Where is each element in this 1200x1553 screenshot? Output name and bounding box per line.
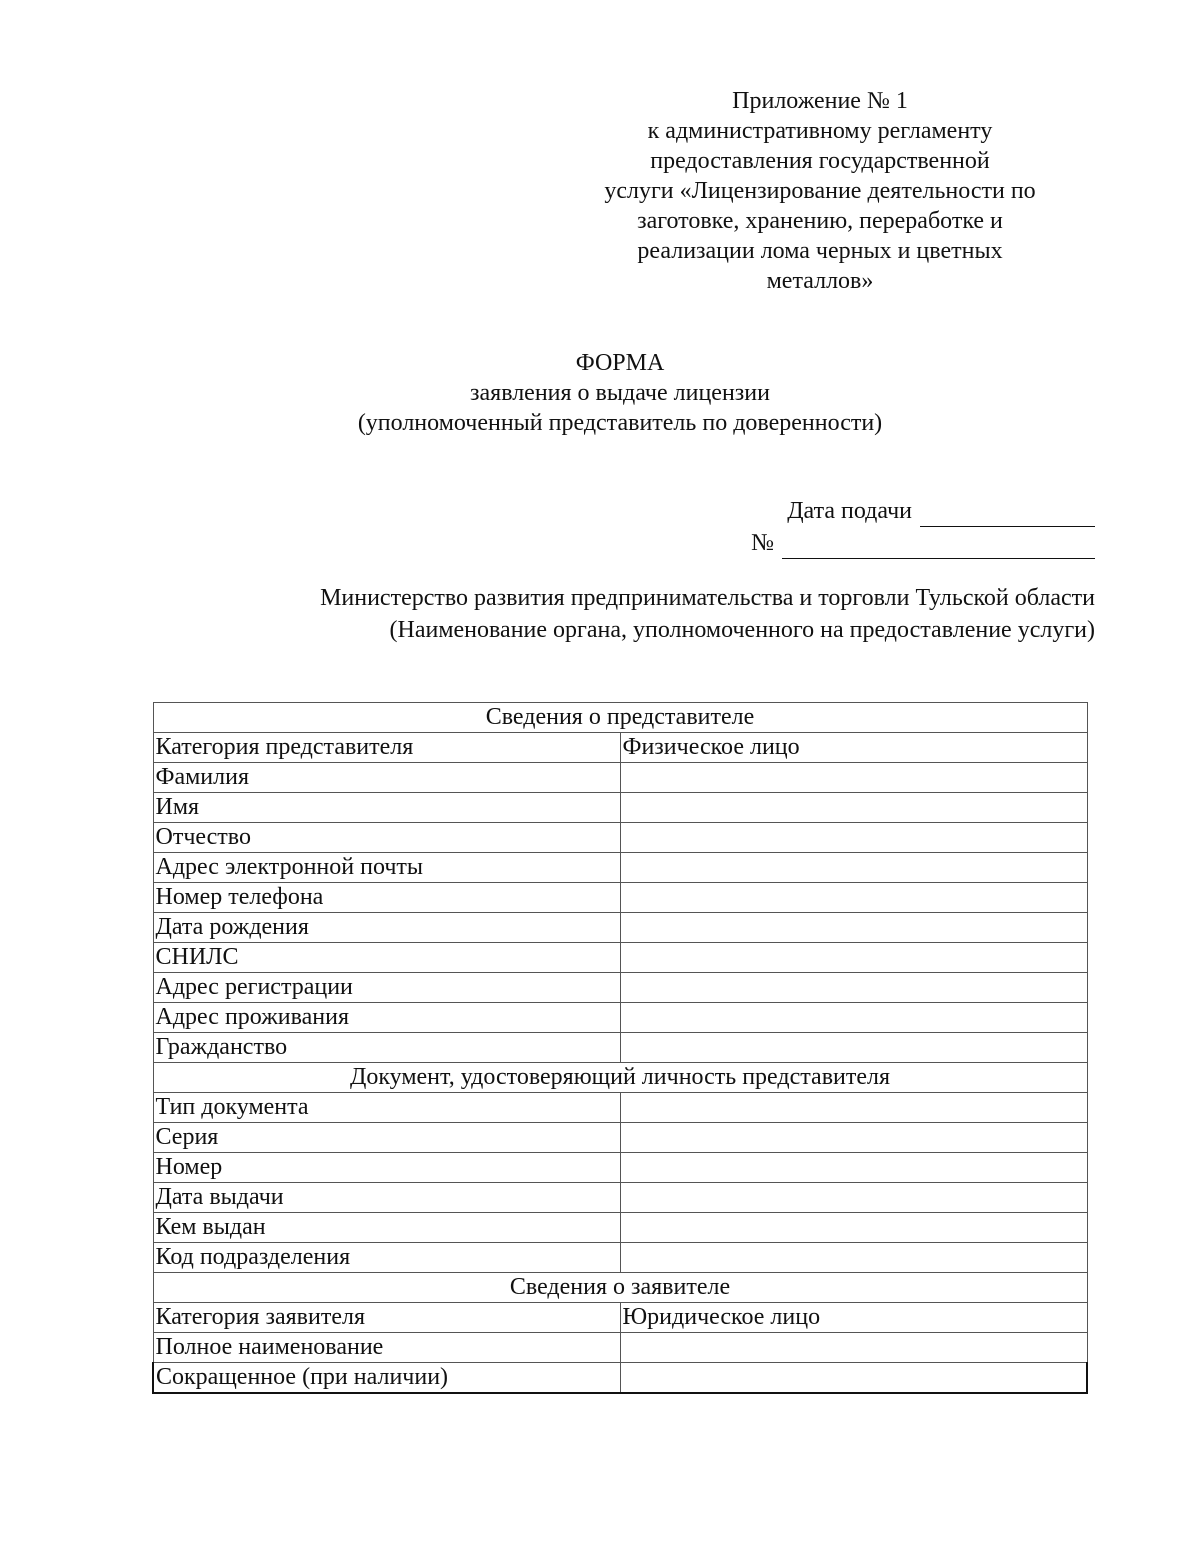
field-label: Адрес регистрации [153,973,620,1003]
applicant-section-title: Сведения о заявителе [153,1273,1087,1303]
appendix-line: к административному регламенту [647,118,993,144]
form-note: (уполномоченный представитель по доверенности) [357,410,883,436]
table-row [153,1183,1087,1213]
table-row [153,1363,1087,1394]
field-value[interactable] [620,943,1087,973]
table-row [153,733,1087,763]
field-value[interactable] [620,883,1087,913]
field-label: Сокращенное (при наличии) [153,1363,620,1394]
section-row [153,1273,1087,1303]
table-row [153,1153,1087,1183]
submission-number-row [700,527,1095,559]
authority-block [120,582,1095,646]
id-document-section-title: Документ, удостоверяющий личность представителя [153,1063,1087,1093]
field-label: Тип документа [153,1093,620,1123]
appendix-line: заготовке, хранению, переработке и [637,208,1003,234]
table-row [153,1303,1087,1333]
field-value[interactable] [620,1093,1087,1123]
table-row [153,943,1087,973]
appendix-line: услуги «Лицензирование деятельности по [604,178,1036,204]
table-row [153,1243,1087,1273]
form-subtitle: заявления о выдаче лицензии [470,380,770,406]
table-row [153,1093,1087,1123]
table-row [153,1033,1087,1063]
submission-date-field[interactable] [920,504,1095,527]
field-label: Кем выдан [153,1213,620,1243]
field-value[interactable] [620,1003,1087,1033]
field-label: Фамилия [153,763,620,793]
field-value[interactable] [620,1153,1087,1183]
field-value[interactable] [620,1243,1087,1273]
table-row [153,1003,1087,1033]
field-value[interactable] [620,973,1087,1003]
table-row [153,973,1087,1003]
field-value[interactable] [620,1363,1087,1394]
table-row [153,883,1087,913]
authority-name: Министерство развития предпринимательства и торговли Тульской области [320,585,1095,611]
section-row [153,1063,1087,1093]
form-heading: ФОРМА [575,350,665,376]
field-label: Номер телефона [153,883,620,913]
table-row [153,1333,1087,1363]
authority-caption: (Наименование органа, уполномоченного на предоставление услуги) [389,617,1095,643]
appendix-header [560,86,1080,296]
applicant-category-value: Юридическое лицо [620,1303,1087,1333]
field-value[interactable] [620,793,1087,823]
field-value[interactable] [620,1033,1087,1063]
table-row [153,763,1087,793]
field-label: Дата выдачи [153,1183,620,1213]
field-value[interactable] [620,913,1087,943]
field-value[interactable] [620,1123,1087,1153]
field-value[interactable] [620,763,1087,793]
field-label: Номер [153,1153,620,1183]
appendix-line: металлов» [766,268,874,294]
application-form-body [153,703,1087,1394]
field-label: Серия [153,1123,620,1153]
field-label: Адрес проживания [153,1003,620,1033]
table-row [153,853,1087,883]
appendix-line: предоставления государственной [650,148,990,174]
field-value[interactable] [620,1183,1087,1213]
application-form-table [152,702,1088,1394]
field-label: Код подразделения [153,1243,620,1273]
representative-section-title: Сведения о представителе [153,703,1087,733]
field-value[interactable] [620,1333,1087,1363]
submission-date-label: Дата подачи [787,498,912,524]
field-label: Отчество [153,823,620,853]
field-label: Имя [153,793,620,823]
representative-category-label: Категория представителя [153,733,620,763]
field-label: Полное наименование [153,1333,620,1363]
table-row [153,1213,1087,1243]
appendix-line: Приложение № 1 [732,88,908,114]
field-value[interactable] [620,823,1087,853]
table-row [153,823,1087,853]
appendix-line: реализации лома черных и цветных [637,238,1003,264]
table-row [153,913,1087,943]
field-label: Дата рождения [153,913,620,943]
field-label: Адрес электронной почты [153,853,620,883]
submission-date-row [700,495,1095,527]
table-row [153,1123,1087,1153]
representative-category-value: Физическое лицо [620,733,1087,763]
table-row [153,793,1087,823]
submission-number-field[interactable] [782,536,1095,559]
form-title-block [250,348,990,438]
field-label: СНИЛС [153,943,620,973]
field-value[interactable] [620,1213,1087,1243]
submission-block [700,495,1095,559]
section-row [153,703,1087,733]
field-label: Гражданство [153,1033,620,1063]
applicant-category-label: Категория заявителя [153,1303,620,1333]
submission-number-label: № [751,530,774,556]
field-value[interactable] [620,853,1087,883]
